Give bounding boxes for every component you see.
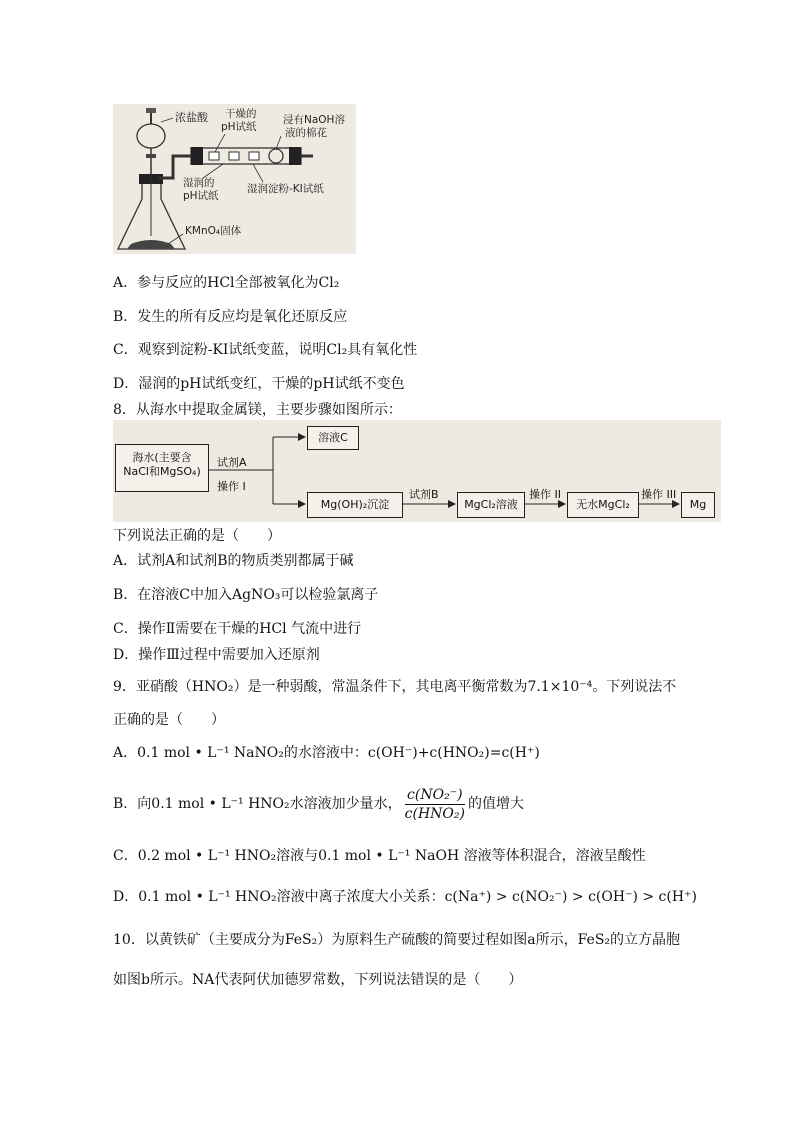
q9-option-b bbox=[113, 780, 524, 828]
box-mgoh2: Mg(OH)₂沉淀 bbox=[307, 492, 403, 518]
q8-option-a: A．试剂A和试剂B的物质类别都属于碱 bbox=[113, 553, 354, 569]
label-naoh-cotton: 浸有NaOH溶 bbox=[283, 114, 345, 126]
apparatus-drawing bbox=[113, 104, 356, 254]
label-op1: 操作 I bbox=[217, 480, 246, 493]
seawater-line2: NaCl和MgSO₄) bbox=[123, 465, 201, 478]
label-op2: 操作 II bbox=[529, 488, 561, 501]
label-wet-ph: 湿润的 bbox=[183, 177, 215, 189]
box-seawater bbox=[115, 444, 209, 492]
box-mgcl2-solution: MgCl₂溶液 bbox=[457, 492, 525, 518]
q9-b-prefix: B．向0.1 mol • L⁻¹ HNO₂水溶液加少量水， bbox=[113, 796, 402, 812]
box-mg: Mg bbox=[681, 492, 715, 518]
q8-option-b: B．在溶液C中加入AgNO₃可以检验氯离子 bbox=[113, 587, 379, 603]
seawater-line1: 海水(主要含 bbox=[132, 451, 192, 464]
label-op3: 操作 III bbox=[641, 488, 677, 501]
label-dry-ph: 干燥的 bbox=[225, 108, 257, 120]
q9-option-d: D．0.1 mol • L⁻¹ HNO₂溶液中离子浓度大小关系：c(Na⁺) > c(NO₂⁻) > c(OH⁻) > c(H⁺) bbox=[113, 889, 697, 905]
q9-option-c: C．0.2 mol • L⁻¹ HNO₂溶液与0.1 mol • L⁻¹ NaOH 溶液等体积混合，溶液呈酸性 bbox=[113, 848, 646, 864]
label-naoh-cotton-2: 液的棉花 bbox=[285, 127, 327, 139]
q8-option-d: D．操作Ⅲ过程中需要加入还原剂 bbox=[113, 647, 320, 663]
label-reagent-a: 试剂A bbox=[217, 456, 247, 469]
box-anhydrous-mgcl2: 无水MgCl₂ bbox=[567, 492, 639, 518]
q9-stem-1: 9．亚硝酸（HNO₂）是一种弱酸，常温条件下，其电离平衡常数为7.1×10⁻⁴。下列说法不 bbox=[113, 679, 677, 695]
q9-option-a: A．0.1 mol • L⁻¹ NaNO₂的水溶液中：c(OH⁻)+c(HNO₂)=c(H⁺) bbox=[113, 745, 540, 761]
q7-option-a: A．参与反应的HCl全部被氧化为Cl₂ bbox=[113, 275, 340, 291]
q8-stem: 8．从海水中提取金属镁，主要步骤如图所示： bbox=[113, 402, 402, 418]
q7-option-c: C．观察到淀粉-KI试纸变蓝，说明Cl₂具有氧化性 bbox=[113, 342, 418, 358]
box-solution-c: 溶液C bbox=[307, 426, 359, 450]
mg-extraction-flowchart bbox=[113, 420, 721, 522]
q9-stem-2: 正确的是（ ） bbox=[113, 712, 225, 728]
q10-line-2: 如图b所示。NA代表阿伏加德罗常数，下列说法错误的是（ ） bbox=[113, 972, 523, 988]
label-wet-ph-2: pH试纸 bbox=[183, 190, 219, 202]
label-reagent-b: 试剂B bbox=[409, 488, 439, 501]
label-kmno4: KMnO₄固体 bbox=[185, 225, 242, 237]
q9-b-fraction bbox=[405, 786, 465, 823]
q9-b-suffix: 的值增大 bbox=[467, 796, 524, 812]
q8-option-c: C．操作Ⅱ需要在干燥的HCl 气流中进行 bbox=[113, 621, 362, 637]
q7-option-b: B．发生的所有反应均是氧化还原反应 bbox=[113, 309, 348, 325]
q10-line-1: 10．以黄铁矿（主要成分为FeS₂）为原料生产硫酸的简要过程如图a所示，FeS₂的立方晶胞 bbox=[113, 932, 681, 948]
q8-question: 下列说法正确的是（ ） bbox=[113, 528, 281, 544]
q9-b-denominator: c(HNO₂) bbox=[404, 805, 465, 822]
label-dry-ph-2: pH试纸 bbox=[221, 121, 257, 133]
q7-option-d: D．湿润的pH试纸变红，干燥的pH试纸不变色 bbox=[113, 376, 405, 392]
apparatus-figure bbox=[113, 104, 356, 254]
label-starch-ki: 湿润淀粉-KI试纸 bbox=[247, 183, 324, 195]
label-conc-hcl: 浓盐酸 bbox=[175, 111, 208, 124]
q9-b-numerator: c(NO₂⁻) bbox=[405, 786, 465, 805]
